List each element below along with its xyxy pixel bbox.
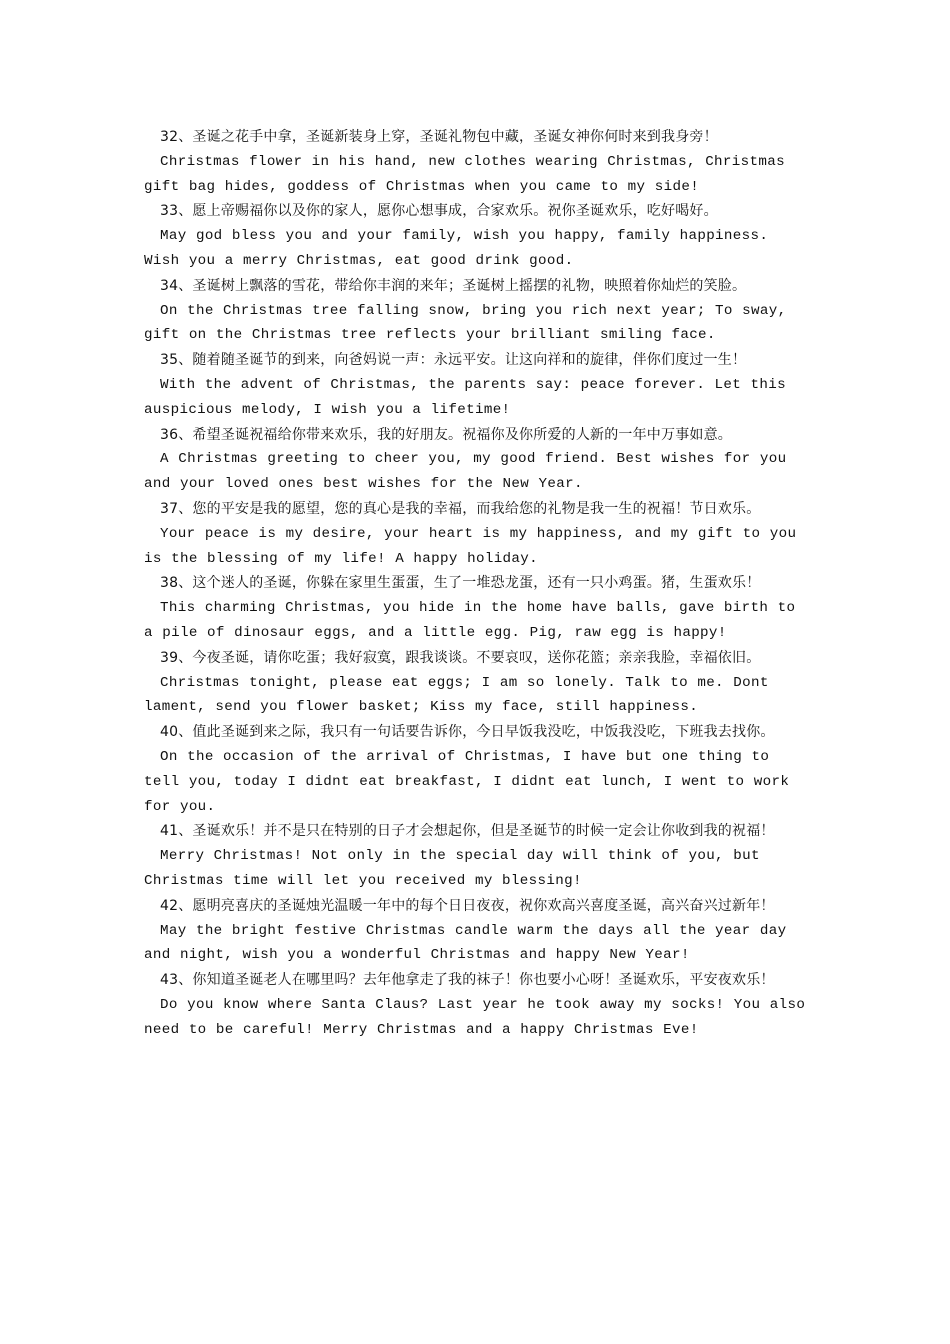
chinese-line: 34、圣诞树上飘落的雪花，带给你丰润的来年；圣诞树上摇摆的礼物，映照着你灿烂的笑脸。 [160,277,747,294]
greeting-entry-41 [144,819,812,893]
greeting-entry-34 [144,274,812,348]
document-body [144,125,812,1042]
chinese-line: 37、您的平安是我的愿望，您的真心是我的幸福，而我给您的礼物是我一生的祝福！节日欢乐。 [160,500,761,517]
chinese-line: 38、这个迷人的圣诞，你躲在家里生蛋蛋，生了一堆恐龙蛋，还有一只小鸡蛋。猪，生蛋欢乐！ [160,575,761,592]
chinese-line: 40、值此圣诞到来之际，我只有一句话要告诉你，今日早饭我没吃，中饭我没吃，下班我去找你。 [160,724,775,741]
english-line: A Christmas greeting to cheer you, my good friend. Best wishes for you and your loved ones best wishes for the New Year. [144,451,787,493]
english-line: This charming Christmas, you hide in the home have balls, gave birth to a pile of dinosaur eggs, and a little egg. Pig, raw egg is happy! [144,600,796,641]
english-line: Christmas tonight, please eat eggs; I am so lonely. Talk to me. Dont lament, send you flower basket; Kiss my face, still happiness. [144,674,769,716]
english-line: May god bless you and your family, wish you happy, family happiness. Wish you a merry Christmas, eat good drink good. [144,228,769,269]
english-line: Do you know where Santa Claus? Last year he took away my socks! You also need to be careful! Merry Christmas and a happy Christmas Eve! [144,996,806,1038]
greeting-entry-39 [144,646,812,720]
chinese-line: 36、希望圣诞祝福给你带来欢乐，我的好朋友。祝福你及你所爱的人新的一年中万事如意。 [160,426,733,443]
greeting-entry-38 [144,571,812,645]
chinese-line: 41、圣诞欢乐！并不是只在特别的日子才会想起你，但是圣诞节的时候一定会让你收到我的祝福！ [160,823,775,840]
greeting-entry-42 [144,894,812,968]
chinese-line: 43、你知道圣诞老人在哪里吗？去年他拿走了我的袜子！你也要小心呀！圣诞欢乐，平安夜欢乐！ [160,972,775,989]
greeting-entry-33 [144,199,812,273]
greeting-entry-32 [144,125,812,199]
greeting-entry-37 [144,497,812,571]
english-line: Christmas flower in his hand, new clothes wearing Christmas, Christmas gift bag hides, goddess of Christmas when you came to my side! [144,153,785,195]
chinese-line: 33、愿上帝赐福你以及你的家人，愿你心想事成，合家欢乐。祝你圣诞欢乐，吃好喝好。 [160,203,718,220]
chinese-line: 42、愿明亮喜庆的圣诞烛光温暖一年中的每个日日夜夜，祝你欢高兴喜度圣诞，高兴奋兴过新年！ [160,897,775,914]
english-line: On the Christmas tree falling snow, bring you rich next year; To sway, gift on the Christmas tree reflects your brilliant smiling face. [144,302,787,344]
english-line: On the occasion of the arrival of Christmas, I have but one thing to tell you, today I didnt eat breakfast, I didnt eat lunch, I went to work for you. [144,748,790,815]
greeting-entry-36 [144,423,812,497]
english-line: May the bright festive Christmas candle warm the days all the year day and night, wish you a wonderful Christmas and happy New Year! [144,922,787,964]
english-line: With the advent of Christmas, the parents say: peace forever. Let this auspicious melody, I wish you a lifetime! [144,376,786,418]
greeting-entry-43 [144,968,812,1042]
chinese-line: 32、圣诞之花手中拿，圣诞新装身上穿，圣诞礼物包中藏，圣诞女神你何时来到我身旁！ [160,129,718,145]
english-line: Your peace is my desire, your heart is my happiness, and my gift to you is the blessing of my life! A happy holiday. [144,525,797,567]
chinese-line: 35、随着随圣诞节的到来，向爸妈说一声：永远平安。让这向祥和的旋律，伴你们度过一生！ [160,352,747,369]
greeting-entry-40 [144,720,812,819]
greeting-entry-35 [144,348,812,422]
chinese-line: 39、今夜圣诞，请你吃蛋；我好寂寞，跟我谈谈。不要哀叹，送你花篮；亲亲我脸，幸福依旧。 [160,649,761,666]
english-line: Merry Christmas! Not only in the special day will think of you, but Christmas time will let you received my blessing! [144,848,760,889]
